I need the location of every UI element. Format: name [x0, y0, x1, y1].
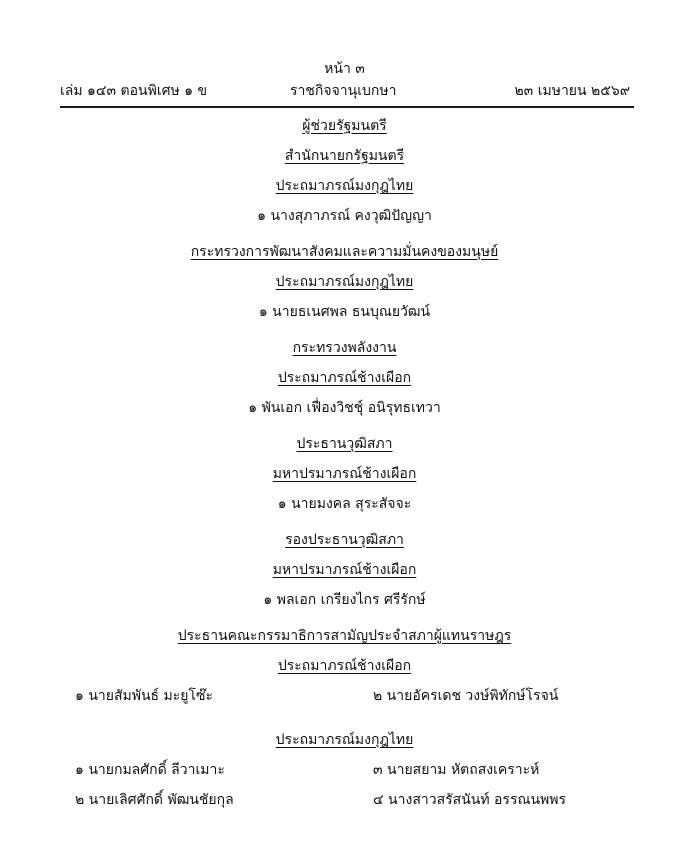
section-assistant-minister — [0, 116, 689, 226]
decoration-list — [0, 116, 689, 826]
section-title: ประธานคณะกรรมาธิการสามัญประจำสภาผู้แทนราษฎร — [177, 628, 512, 644]
recipient: ๑ นายมงคล สุระสัจจะ — [277, 496, 412, 512]
decoration-class: ประถมาภรณ์มงกุฎไทย — [275, 732, 414, 748]
decoration-class: ประถมาภรณ์ช้างเผือก — [277, 658, 412, 674]
gazette-header — [60, 80, 630, 102]
section-title: รองประธานวุฒิสภา — [285, 532, 404, 548]
decoration-class: มหาปรมาภรณ์ช้างเผือก — [272, 562, 417, 578]
decoration-class: ประถมาภรณ์มงกุฎไทย — [275, 274, 414, 290]
section-title: กระทรวงการพัฒนาสังคมและความมั่นคงของมนุษย์ — [190, 244, 499, 260]
spacer — [0, 716, 689, 730]
recipient: ๒ นายอัครเดช วงษ์พิทักษ์โรจน์ — [373, 688, 559, 704]
section-committee-chairs — [0, 626, 689, 810]
header-rule — [60, 106, 634, 108]
recipient: ๔ นางสาวสรัสนันท์ อรรณนพพร — [373, 792, 566, 808]
recipient: ๑ พันเอก เฟื่องวิชชุ์ อนิรุทธเทวา — [248, 400, 441, 416]
decoration-class: ประถมาภรณ์ช้างเผือก — [277, 370, 412, 386]
recipient: ๑ พลเอก เกรียงไกร ศรีรักษ์ — [263, 592, 426, 608]
decoration-class: ประถมาภรณ์มงกุฎไทย — [275, 178, 414, 194]
decoration-class: มหาปรมาภรณ์ช้างเผือก — [272, 466, 417, 482]
section-title: ประธานวุฒิสภา — [296, 436, 393, 452]
section-title: กระทรวงพลังงาน — [292, 340, 397, 356]
recipient: ๓ นายสยาม หัตถสงเคราะห์ — [373, 762, 540, 778]
gazette-title: ราชกิจจานุเบกษา — [290, 83, 397, 99]
section-social-development — [0, 242, 689, 322]
section-energy — [0, 338, 689, 418]
volume-issue: เล่ม ๑๔๓ ตอนพิเศษ ๑ ข — [60, 83, 208, 99]
section-senate-vice-president — [0, 530, 689, 610]
section-senate-president — [0, 434, 689, 514]
recipient-row — [0, 686, 689, 706]
office-title: สำนักนายกรัฐมนตรี — [284, 148, 405, 164]
recipient: ๒ นายเลิศศักดิ์ พัฒนชัยกุล — [75, 792, 234, 808]
recipient: ๑ นายสัมพันธ์ มะยูโซ๊ะ — [75, 688, 214, 704]
recipient-row — [0, 760, 689, 780]
recipient-row — [0, 790, 689, 810]
publication-date: ๒๓ เมษายน ๒๕๖๙ — [514, 83, 630, 99]
recipient: ๑ นางสุภาภรณ์ คงวุฒิปัญญา — [257, 208, 432, 224]
page-number: หน้า ๓ — [324, 61, 365, 77]
recipient: ๑ นายกมลศักดิ์ ลีวาเมาะ — [75, 762, 225, 778]
recipient: ๑ นายธเนศพล ธนบุณยวัฒน์ — [258, 304, 431, 320]
section-title: ผู้ช่วยรัฐมนตรี — [302, 118, 387, 134]
